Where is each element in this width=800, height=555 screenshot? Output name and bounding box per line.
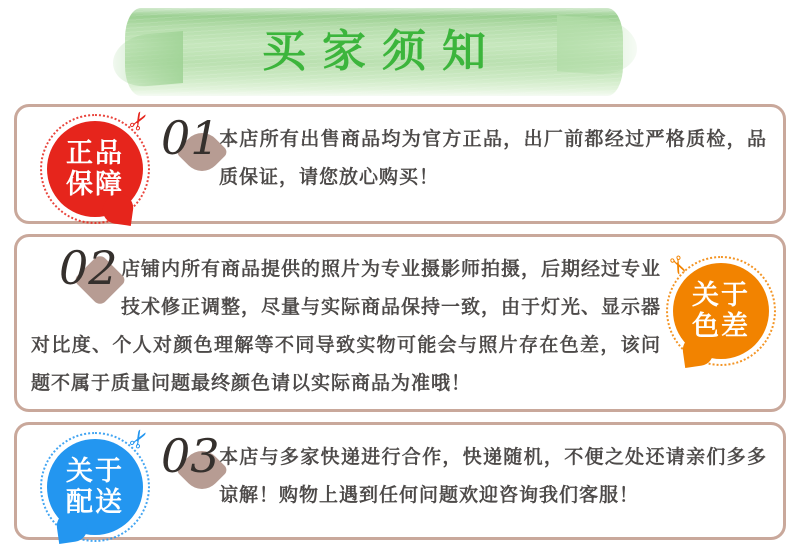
section-number-03 — [161, 429, 220, 485]
speech-bubble — [47, 439, 143, 535]
delivery-badge — [31, 423, 157, 543]
badge-label-line1: 正品 — [66, 138, 124, 168]
badge-label-line1: 关于 — [66, 456, 124, 486]
notice-box-color-difference — [14, 234, 786, 412]
speech-bubble — [673, 263, 769, 359]
notice-box-authenticity — [14, 104, 786, 224]
badge-label-line2: 保障 — [66, 169, 124, 199]
scissors-icon: ✂ — [121, 105, 157, 137]
section-number-text: 02 — [59, 241, 118, 295]
section-number-text: 03 — [161, 429, 220, 483]
page-title: 买家须知 — [262, 27, 502, 76]
page-header — [0, 0, 800, 104]
scissors-icon: ✂ — [662, 249, 696, 281]
delivery-notice-text: 本店与多家快递进行合作，快递随机，不便之处还请亲们多多谅解！购物上遇到任何问题欢迎咨询我们客服！ — [219, 447, 767, 506]
badge-label-line2: 色差 — [692, 311, 750, 341]
color-difference-badge — [662, 249, 779, 363]
badge-label-line1: 关于 — [692, 280, 750, 310]
brushstroke-background — [125, 8, 623, 96]
scissors-icon: ✂ — [121, 423, 157, 455]
notice-box-delivery — [14, 422, 786, 540]
section-number-text: 01 — [161, 111, 220, 165]
speech-bubble — [47, 121, 143, 217]
authenticity-badge — [31, 105, 157, 225]
badge-label-line2: 配送 — [66, 487, 124, 517]
section-number-02 — [31, 241, 121, 297]
section-number-01 — [161, 111, 220, 167]
authenticity-notice-text: 本店所有出售商品均为官方正品，出厂前都经过严格质检，品质保证，请您放心购买！ — [219, 129, 767, 188]
color-difference-notice-text: 店铺内所有商品提供的照片为专业摄影师拍摄，后期经过专业技术修正调整，尽量与实际商品保持一致，由于灯光、显示器对比度、个人对颜色理解等不同导致实物可能会与照片存在色差，该问题不属于质量问题最终颜色请以实际商品为准哦！ — [31, 259, 662, 394]
